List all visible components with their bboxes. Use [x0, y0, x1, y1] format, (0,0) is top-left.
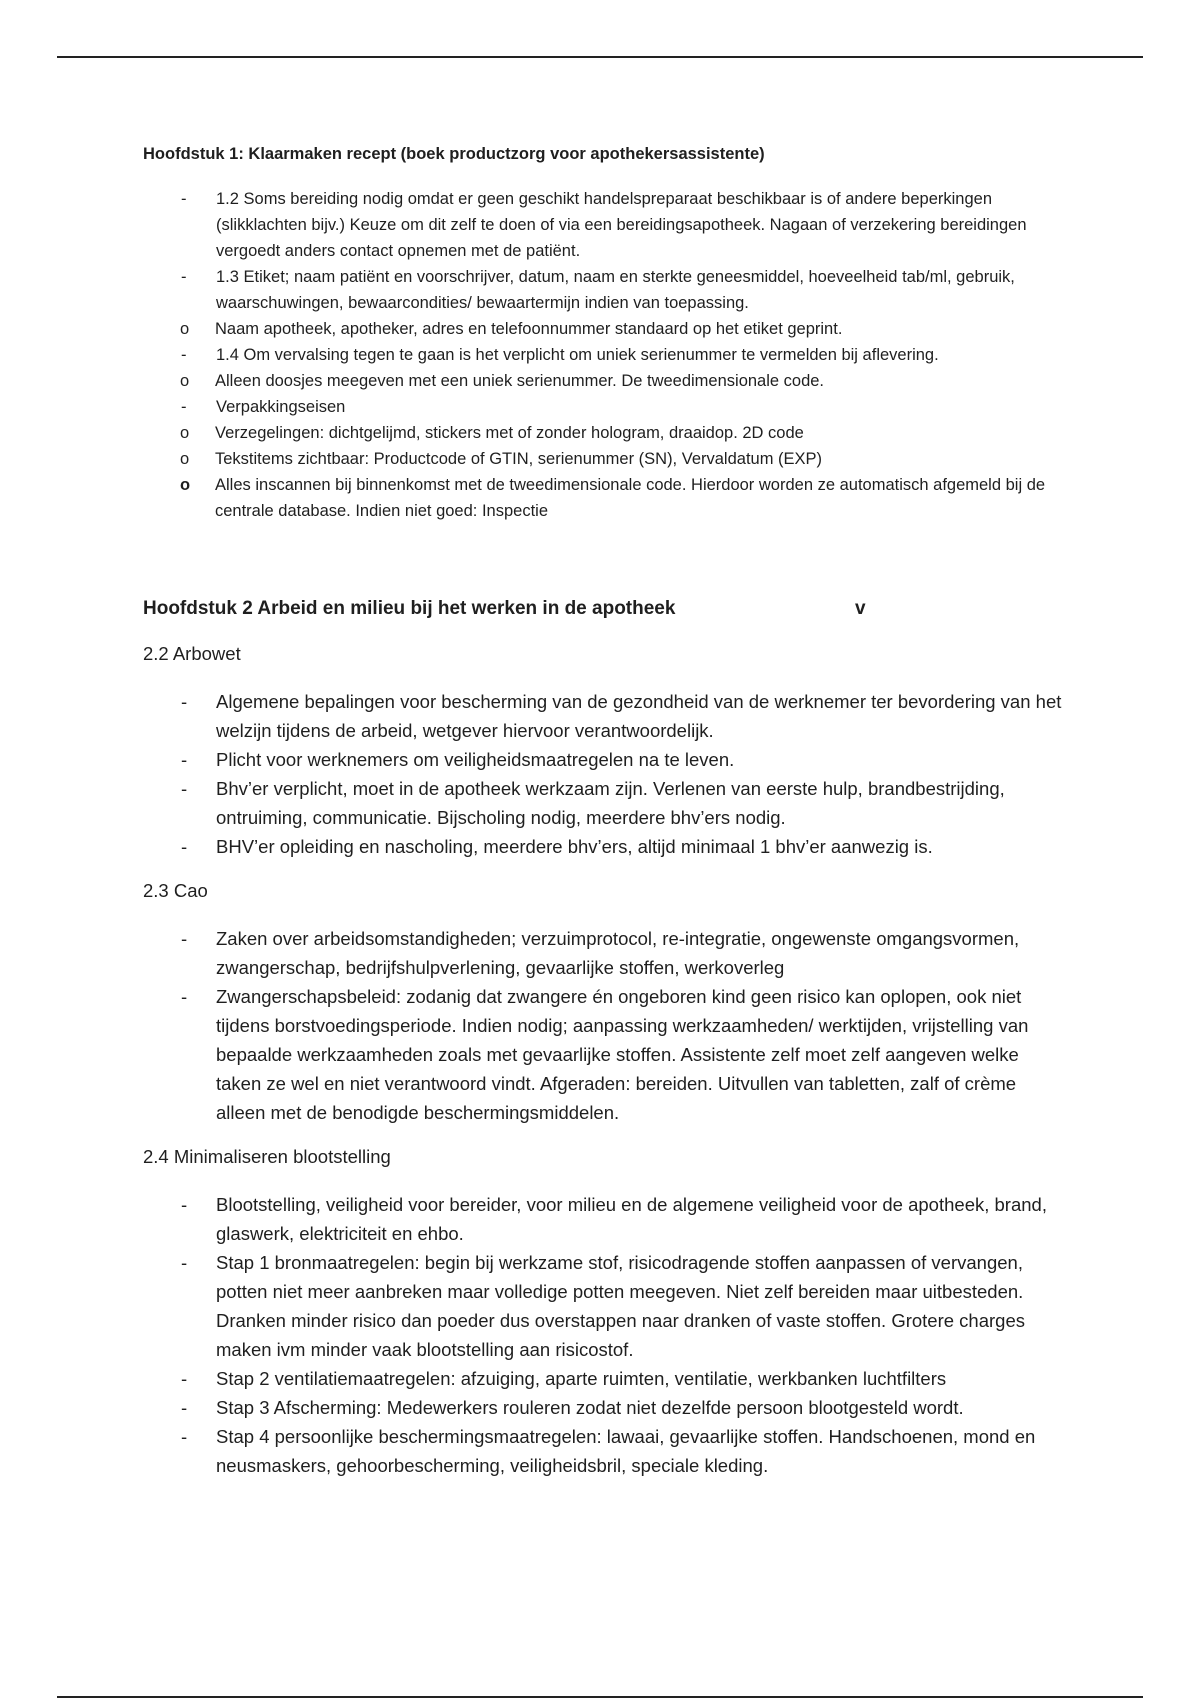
list-item — [143, 774, 1063, 832]
dash-bullet: - — [181, 691, 188, 712]
dash-bullet: - — [181, 1397, 188, 1418]
list-item — [143, 186, 1063, 264]
page-bottom-rule — [57, 1696, 1143, 1698]
list-item-text: Algemene bepalingen voor bescherming van de gezondheid van de werknemer ter bevordering van het welzijn tijdens de arbeid, wetgever hiervoor verantwoordelijk. — [216, 691, 1062, 741]
sub-list-item — [70, 316, 1063, 342]
list-item-text: 1.2 Soms bereiding nodig omdat er geen geschikt handelspreparaat beschikbaar is of andere beperkingen (slikklachten bijv.) Keuze om dit zelf te doen of via een bereidingsapotheek. Nagaan of verzekering bereidingen vergoedt anders contact opnemen met de patiënt. — [216, 190, 1027, 260]
list-item-text: 1.3 Etiket; naam patiënt en voorschrijver, datum, naam en sterkte geneesmiddel, hoeveelheid tab/ml, gebruik, waarschuwingen, bewaarcondities/ bewaartermijn indien van toepassing. — [216, 268, 1015, 312]
list-item-text: Bhv’er verplicht, moet in de apotheek werkzaam zijn. Verlenen van eerste hulp, brandbestrijding, ontruiming, communicatie. Bijscholing nodig, meerdere bhv’ers nodig. — [216, 778, 1005, 828]
sub-list-item-text: Alles inscannen bij binnenkomst met de tweedimensionale code. Hierdoor worden ze automatisch afgemeld bij de centrale database. Indien niet goed: Inspectie — [215, 476, 1046, 520]
list-item — [143, 1393, 1063, 1422]
list-item — [143, 1248, 1063, 1364]
list-item — [143, 1422, 1063, 1480]
chapter-2-title — [143, 598, 893, 620]
dash-bullet: - — [181, 1426, 188, 1447]
list-item-text: Zwangerschapsbeleid: zodanig dat zwangere én ongeboren kind geen risico kan oplopen, ook niet tijdens borstvoedingsperiode. Indien nodig; aanpassing werkzaamheden/ werktijden, vrijstelling van bepaalde werkzaamheden zoals met gevaarlijke stoffen. Assistente zelf moet zelf aangeven welke taken ze wel en niet verantwoord vindt. Afgeraden: bereiden. Uitvullen van tabletten, zalf of crème alleen met de benodigde beschermingsmiddelen. — [216, 986, 1029, 1123]
dash-bullet: - — [181, 1368, 188, 1389]
dash-bullet: - — [181, 346, 187, 364]
dash-bullet: - — [181, 268, 187, 286]
list-item-text: Zaken over arbeidsomstandigheden; verzuimprotocol, re-integratie, ongewenste omgangsvormen, zwangerschap, bedrijfshulpverlening, gevaarlijke stoffen, werkoverleg — [216, 928, 1020, 978]
list-item — [143, 924, 1063, 982]
sub-list-item — [70, 368, 1063, 394]
circle-bullet: o — [180, 424, 190, 442]
section-list — [143, 924, 1063, 1127]
list-item — [143, 342, 1063, 368]
list-item-text: Stap 1 bronmaatregelen: begin bij werkzame stof, risicodragende stoffen aanpassen of vervangen, potten niet meer aanbreken maar volledige potten meegeven. Niet zelf bereiden maar uitbesteden. Dranken minder risico dan poeder dus overstappen naar dranken of vaste stoffen. Grotere charges maken ivm minder vaak blootstelling aan risicostof. — [216, 1252, 1025, 1360]
sub-list-item-text: Alleen doosjes meegeven met een uniek serienummer. De tweedimensionale code. — [215, 372, 825, 390]
list-item-text: Stap 2 ventilatiemaatregelen: afzuiging, aparte ruimten, ventilatie, werkbanken luchtfilters — [216, 1368, 947, 1389]
list-item — [143, 982, 1063, 1127]
list-item — [143, 394, 1063, 420]
dash-bullet: - — [181, 1252, 188, 1273]
list-item-text: 1.4 Om vervalsing tegen te gaan is het verplicht om uniek serienummer te vermelden bij aflevering. — [216, 346, 939, 364]
chapter-2-title-text: Hoofdstuk 2 Arbeid en milieu bij het werken in de apotheek — [143, 598, 676, 619]
dash-bullet: - — [181, 928, 188, 949]
dash-bullet: - — [181, 986, 188, 1007]
list-item-text: Stap 4 persoonlijke beschermingsmaatregelen: lawaai, gevaarlijke stoffen. Handschoenen, mond en neusmaskers, gehoorbescherming, veiligheidsbril, speciale kleding. — [216, 1426, 1036, 1476]
stray-character: v — [855, 598, 866, 619]
sub-list-item-text: Verzegelingen: dichtgelijmd, stickers met of zonder hologram, draaidop. 2D code — [215, 424, 804, 442]
section-heading: 2.2 Arbowet — [143, 643, 241, 664]
dash-bullet: - — [181, 398, 187, 416]
dash-bullet: - — [181, 749, 188, 770]
section-list — [143, 1190, 1063, 1480]
dash-bullet: - — [181, 778, 188, 799]
section-heading: 2.4 Minimaliseren blootstelling — [143, 1146, 391, 1167]
list-item — [143, 1190, 1063, 1248]
section-heading: 2.3 Cao — [143, 880, 208, 901]
dash-bullet: - — [181, 190, 187, 208]
list-item-text: Blootstelling, veiligheid voor bereider, voor milieu en de algemene veiligheid voor de apotheek, brand, glaswerk, elektriciteit en ehbo. — [216, 1194, 1047, 1244]
circle-bullet: o — [180, 320, 190, 338]
list-item — [143, 687, 1063, 745]
page-top-rule — [57, 56, 1143, 58]
chapter-1-title: Hoofdstuk 1: Klaarmaken recept (boek productzorg voor apothekersassistente) — [143, 145, 765, 163]
list-item — [143, 745, 1063, 774]
list-item-text: Verpakkingseisen — [216, 398, 346, 416]
list-item-text: Stap 3 Afscherming: Medewerkers rouleren zodat niet dezelfde persoon blootgesteld wordt. — [216, 1397, 964, 1418]
chapter-1-list — [143, 186, 1063, 524]
sub-list-item — [70, 446, 1063, 472]
list-item-text: BHV’er opleiding en nascholing, meerdere bhv’ers, altijd minimaal 1 bhv’er aanwezig is. — [216, 836, 933, 857]
section-list — [143, 687, 1063, 861]
list-item — [143, 832, 1063, 861]
list-item — [143, 1364, 1063, 1393]
list-item-text: Plicht voor werknemers om veiligheidsmaatregelen na te leven. — [216, 749, 735, 770]
circle-bullet: o — [180, 372, 190, 390]
list-item — [143, 264, 1063, 316]
sub-list-item — [70, 420, 1063, 446]
circle-bullet: o — [180, 476, 191, 494]
sub-list-item-text: Tekstitems zichtbaar: Productcode of GTIN, serienummer (SN), Vervaldatum (EXP) — [215, 450, 823, 468]
sub-list-item-text: Naam apotheek, apotheker, adres en telefoonnummer standaard op het etiket geprint. — [215, 320, 843, 338]
circle-bullet: o — [180, 450, 190, 468]
dash-bullet: - — [181, 836, 188, 857]
dash-bullet: - — [181, 1194, 188, 1215]
sub-list-item — [70, 472, 1063, 524]
